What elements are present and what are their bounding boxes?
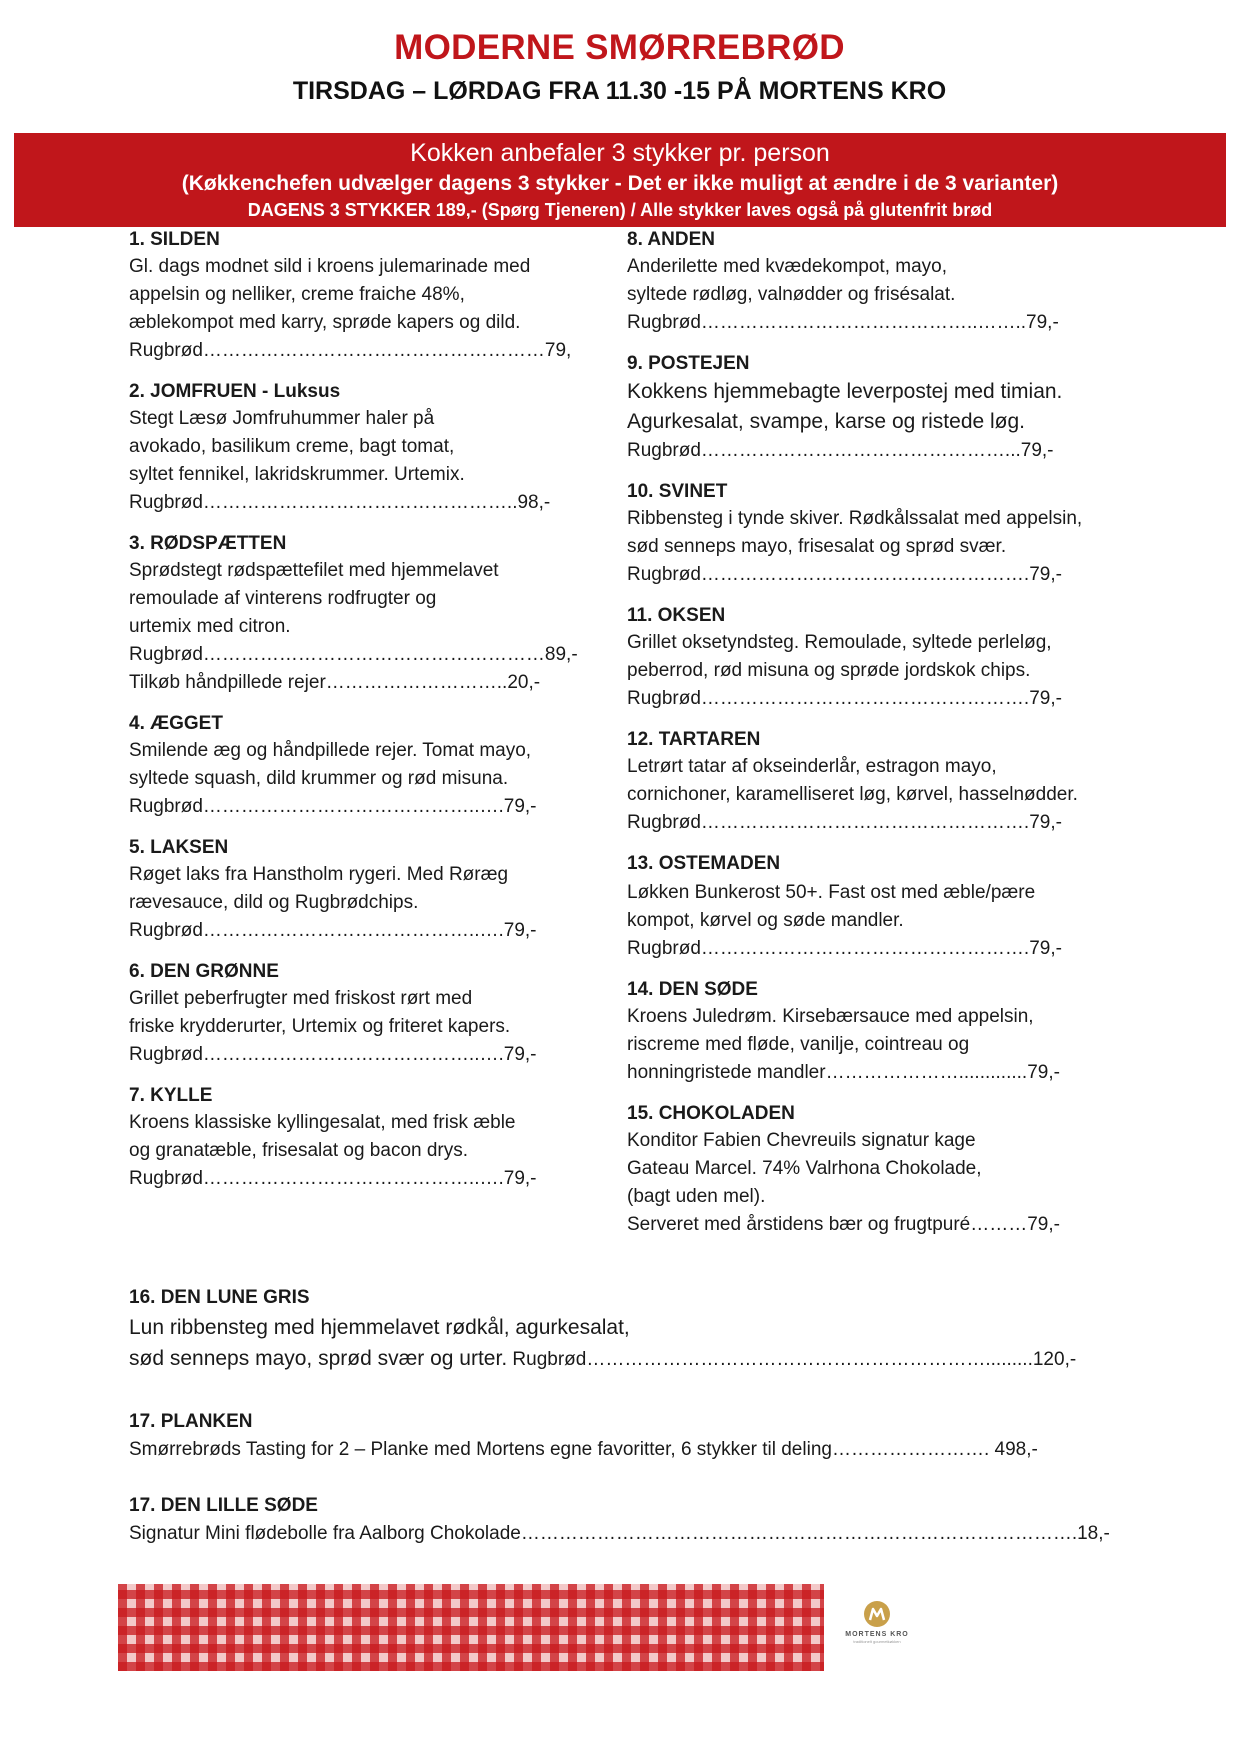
menu-item-wide [129, 1408, 1129, 1464]
menu-item-description: Kroens Juledrøm. Kirsebærsauce med appelsin, riscreme med fløde, vanilje, cointreau og [627, 1006, 1034, 1055]
menu-item-title: 1. SILDEN [129, 229, 220, 250]
menu-item-title: 9. POSTEJEN [627, 353, 750, 374]
menu-item-description: Letrørt tatar af okseinderlår, estragon mayo, cornichoner, karamelliseret løg, kørvel, hasselnødder. [627, 756, 1078, 805]
menu-item [129, 958, 599, 1069]
menu-item-description-text: Lun ribbensteg med hjemmelavet rødkål, agurkesalat, sød senneps mayo, sprød svær og urter. [129, 1316, 630, 1370]
menu-item-title: 4. ÆGGET [129, 713, 223, 734]
menu-item-description: Kokkens hjemmebagte leverpostej med timian. Agurkesalat, svampe, karse og ristede løg. [627, 380, 1063, 433]
menu-item-description: Sprødstegt rødspættefilet med hjemmelavet remoulade af vinterens rodfrugter og urtemix med citron. [129, 560, 499, 637]
menu-item [129, 834, 599, 945]
mortens-kro-logo [832, 1600, 922, 1660]
menu-item-title: 5. LAKSEN [129, 837, 229, 858]
banner-line-3: DAGENS 3 STYKKER 189,- (Spørg Tjeneren) / Alle stykker laves også på glutenfrit brød [247, 200, 993, 220]
menu-item-description: Løkken Bunkerost 50+. Fast ost med æble/pære kompot, kørvel og søde mandler. [627, 882, 1036, 931]
menu-item-title: 17. PLANKEN [129, 1411, 253, 1432]
menu-item-price: honningristede mandler………………….............79,- [627, 1062, 1060, 1083]
menu-item [627, 850, 1137, 963]
menu-item-title: 8. ANDEN [627, 229, 715, 250]
menu-item-title: 2. JOMFRUEN - Luksus [129, 381, 341, 402]
menu-item [627, 602, 1137, 713]
menu-item-title: 17. DEN LILLE SØDE [129, 1495, 318, 1516]
menu-item-wide [129, 1492, 1129, 1548]
menu-item-description: Røget laks fra Hanstholm rygeri. Med Røræg rævesauce, dild og Rugbrødchips. [129, 864, 509, 913]
menu-item [627, 726, 1137, 837]
menu-item-description: Stegt Læsø Jomfruhummer haler på avokado, basilikum creme, bagt tomat, syltet fennikel, lakridskrummer. Urtemix. [129, 408, 465, 485]
menu-item-addon-price: Tilkøb håndpillede rejer………………………..20,- [129, 672, 541, 693]
menu-item-title: 6. DEN GRØNNE [129, 961, 279, 982]
menu-item-price: Rugbrød…………………………………………….79,- [627, 938, 1062, 959]
menu-item [129, 1082, 599, 1193]
menu-item [627, 350, 1137, 465]
recommendation-banner [14, 133, 1226, 227]
menu-item-price: Smørrebrøds Tasting for 2 – Planke med Mortens egne favoritter, 6 stykker til deling……………………. 498,- [129, 1439, 1038, 1460]
menu-item-title: 7. KYLLE [129, 1085, 213, 1106]
menu-item-title: 3. RØDSPÆTTEN [129, 533, 287, 554]
menu-item-price: Signatur Mini flødebolle fra Aalborg Chokolade…………………………………………………………………………….18,- [129, 1523, 1110, 1544]
menu-item-description: Smilende æg og håndpillede rejer. Tomat mayo, syltede squash, dild krummer og rød misuna. [129, 740, 532, 789]
menu-item [129, 530, 599, 697]
menu-item-wide [129, 1284, 1129, 1374]
menu-column-left [129, 226, 599, 1206]
menu-item-description: Konditor Fabien Chevreuils signatur kage Gateau Marcel. 74% Valrhona Chokolade, (bagt uden mel). [627, 1130, 982, 1207]
menu-item [129, 378, 599, 517]
menu-item-title: 16. DEN LUNE GRIS [129, 1287, 310, 1308]
menu-item-price: Rugbrød………………………………………………89,- [129, 644, 578, 665]
menu-item-title: 11. OKSEN [627, 605, 726, 626]
menu-item [627, 226, 1137, 337]
menu-item [627, 478, 1137, 589]
menu-item-price: Rugbrød……………………………………..….79,- [129, 920, 537, 941]
banner-line-1: Kokken anbefaler 3 stykker pr. person [410, 139, 830, 167]
menu-item-price: Rugbrød…………………………………………...79,- [627, 440, 1054, 461]
menu-item-price: Rugbrød………………………………………………79, [129, 340, 572, 361]
menu-item-price: Rugbrød…………………………………………….79,- [627, 564, 1062, 585]
menu-item-description: Anderilette med kvædekompot, mayo, syltede rødløg, valnødder og frisésalat. [627, 256, 956, 305]
menu-item-title: 12. TARTAREN [627, 729, 761, 750]
menu-item-title: 10. SVINET [627, 481, 728, 502]
menu-item [627, 1100, 1137, 1239]
menu-title: MODERNE SMØRREBRØD [394, 28, 845, 67]
logo-name: MORTENS KRO [845, 1631, 909, 1638]
menu-item-price: Rugbrød……………………………………..….79,- [129, 1044, 537, 1065]
menu-item-description: Ribbensteg i tynde skiver. Rødkålssalat med appelsin, sød senneps mayo, frisesalat og sprød svær. [627, 508, 1083, 557]
menu-item [129, 226, 599, 365]
menu-item-price: Rugbrød……………………………………..….79,- [129, 1168, 537, 1189]
menu-item-title: 14. DEN SØDE [627, 979, 758, 1000]
checkered-tablecloth-decoration [118, 1584, 824, 1671]
menu-item-price: Rugbrød……………………………………..….79,- [129, 796, 537, 817]
menu-item-description: Grillet peberfrugter med friskost rørt med friske krydderurter, Urtemix og friteret kapers. [129, 988, 511, 1037]
menu-item-price: Rugbrød……………………………………..……..79,- [627, 312, 1059, 333]
menu-item-price: Serveret med årstidens bær og frugtpuré………79,- [627, 1214, 1060, 1235]
menu-subtitle: TIRSDAG – LØRDAG FRA 11.30 -15 PÅ MORTENS KRO [292, 77, 947, 105]
menu-column-right [627, 226, 1137, 1252]
banner-line-2: (Køkkenchefen udvælger dagens 3 stykker - Det er ikke muligt at ændre i de 3 varianter) [181, 172, 1059, 195]
menu-item-description [129, 1312, 1129, 1374]
menu-item-price: Rugbrød…………………………………………..98,- [129, 492, 551, 513]
menu-item-title: 15. CHOKOLADEN [627, 1103, 795, 1124]
logo-emblem-icon [863, 1600, 891, 1628]
menu-item-price: Rugbrød……………………………………………………….........120,- [507, 1349, 1077, 1370]
menu-item-title: 13. OSTEMADEN [627, 853, 781, 874]
menu-item-description: Grillet oksetyndsteg. Remoulade, syltede perleløg, peberrod, rød misuna og sprøde jordskok chips. [627, 632, 1052, 681]
menu-item-price: Rugbrød…………………………………………….79,- [627, 688, 1062, 709]
menu-item-description: Kroens klassiske kyllingesalat, med frisk æble og granatæble, frisesalat og bacon drys. [129, 1112, 516, 1161]
menu-item-description: Gl. dags modnet sild i kroens julemarinade med appelsin og nelliker, creme fraiche 48%, æblekompot med karry, sprøde kapers og dild. [129, 256, 531, 333]
menu-item [627, 976, 1137, 1087]
logo-tagline: traditionelt gourmetkøkken [853, 1639, 901, 1644]
menu-item-price: Rugbrød…………………………………………….79,- [627, 812, 1062, 833]
menu-item [129, 710, 599, 821]
